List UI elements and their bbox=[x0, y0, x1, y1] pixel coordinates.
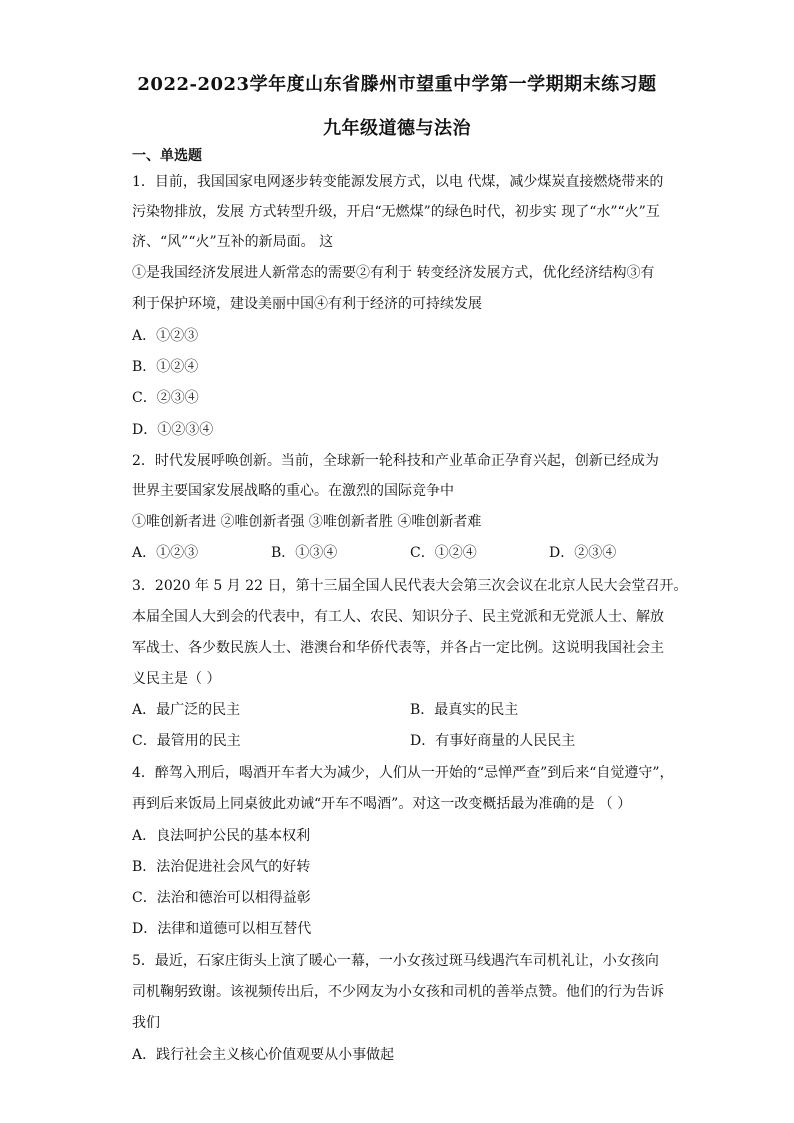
question-1-line-1: 1．目前，我国国家电网逐步转变能源发展方式，以电 代煤，减少煤炭直接燃烧带来的 bbox=[132, 174, 664, 190]
question-1-option-d: D．①②③④ bbox=[132, 422, 214, 438]
question-3-line-2: 本届全国人大到会的代表中，有工人、农民、知识分子、民主党派和无党派人士、解放 bbox=[132, 609, 664, 625]
question-3-line-4: 义民主是（ ） bbox=[132, 671, 221, 687]
question-3-line-3: 军战士、各少数民族人士、港澳台和华侨代表等，并各占一定比例。这说明我国社会主 bbox=[132, 640, 664, 656]
question-2-line-2: 世界主要国家发展战略的重心。在激烈的国际竞争中 bbox=[132, 483, 454, 499]
question-3-option-d: D．有事好商量的人民民主 bbox=[410, 733, 576, 749]
question-1-option-c: C．②③④ bbox=[132, 390, 199, 406]
question-3-option-b: B．最真实的民主 bbox=[410, 702, 519, 718]
document-title: 2022-2023学年度山东省滕州市望重中学第一学期期末练习题 bbox=[137, 74, 657, 95]
question-4-option-a: A．良法呵护公民的基本权利 bbox=[132, 828, 311, 844]
question-4-line-2: 再到后来饭局上同桌彼此劝诫“开车不喝酒”。对这一改变概括最为准确的是 （ ） bbox=[132, 796, 632, 812]
question-5-line-1: 5．最近，石家庄街头上演了暖心一幕，一小女孩过斑马线遇汽车司机礼让，小女孩向 bbox=[132, 953, 659, 969]
question-2-option-b: B．①③④ bbox=[271, 545, 338, 561]
question-1-line-5: 利于保护环境，建设美丽中国④有利于经济的可持续发展 bbox=[132, 296, 482, 312]
question-4-option-d: D．法律和道德可以相互替代 bbox=[132, 921, 312, 937]
question-2-option-d: D．②③④ bbox=[549, 545, 617, 561]
question-1-line-4: ①是我国经济发展进人新常态的需要②有利于 转变经济发展方式，优化经济结构③有 bbox=[132, 265, 655, 281]
question-3-option-a: A．最广泛的民主 bbox=[132, 702, 241, 718]
question-4-option-c: C．法治和德治可以相得益彰 bbox=[132, 890, 311, 906]
question-1-option-a: A．①②③ bbox=[132, 328, 199, 344]
question-5-line-2: 司机鞠躬致谢。该视频传出后，不少网友为小女孩和司机的善举点赞。他们的行为告诉 bbox=[132, 984, 664, 1000]
question-1-line-3: 济、“风”“火”互补的新局面。 这 bbox=[132, 234, 334, 250]
question-1-option-b: B．①②④ bbox=[132, 359, 199, 375]
question-5-line-3: 我们 bbox=[132, 1015, 160, 1031]
question-2-line-3: ①唯创新者进 ②唯创新者强 ③唯创新者胜 ④唯创新者难 bbox=[132, 514, 482, 530]
question-1-line-2: 污染物排放，发展 方式转型升级，开启“无燃煤”的绿色时代，初步实 现了“水”“火”互 bbox=[132, 204, 660, 220]
section-heading: 一、单选题 bbox=[132, 148, 202, 164]
question-3-line-1: 3．2020 年 5 月 22 日，第十三届全国人民代表大会第三次会议在北京人民大会堂召开。 bbox=[132, 578, 688, 594]
document-subtitle: 九年级道德与法治 bbox=[323, 118, 471, 139]
question-2-option-a: A．①②③ bbox=[132, 545, 199, 561]
question-5-option-a: A．践行社会主义核心价值观要从小事做起 bbox=[132, 1047, 395, 1063]
question-4-line-1: 4．醉驾入刑后，喝酒开车者大为减少，人们从一开始的“忌惮严查”到后来“自觉遵守”， bbox=[132, 765, 674, 781]
question-3-option-c: C．最管用的民主 bbox=[132, 733, 241, 749]
question-4-option-b: B．法治促进社会风气的好转 bbox=[132, 859, 311, 875]
question-2-line-1: 2．时代发展呼唤创新。当前，全球新一轮科技和产业革命正孕育兴起，创新已经成为 bbox=[132, 453, 659, 469]
question-2-option-c: C．①②④ bbox=[410, 545, 477, 561]
